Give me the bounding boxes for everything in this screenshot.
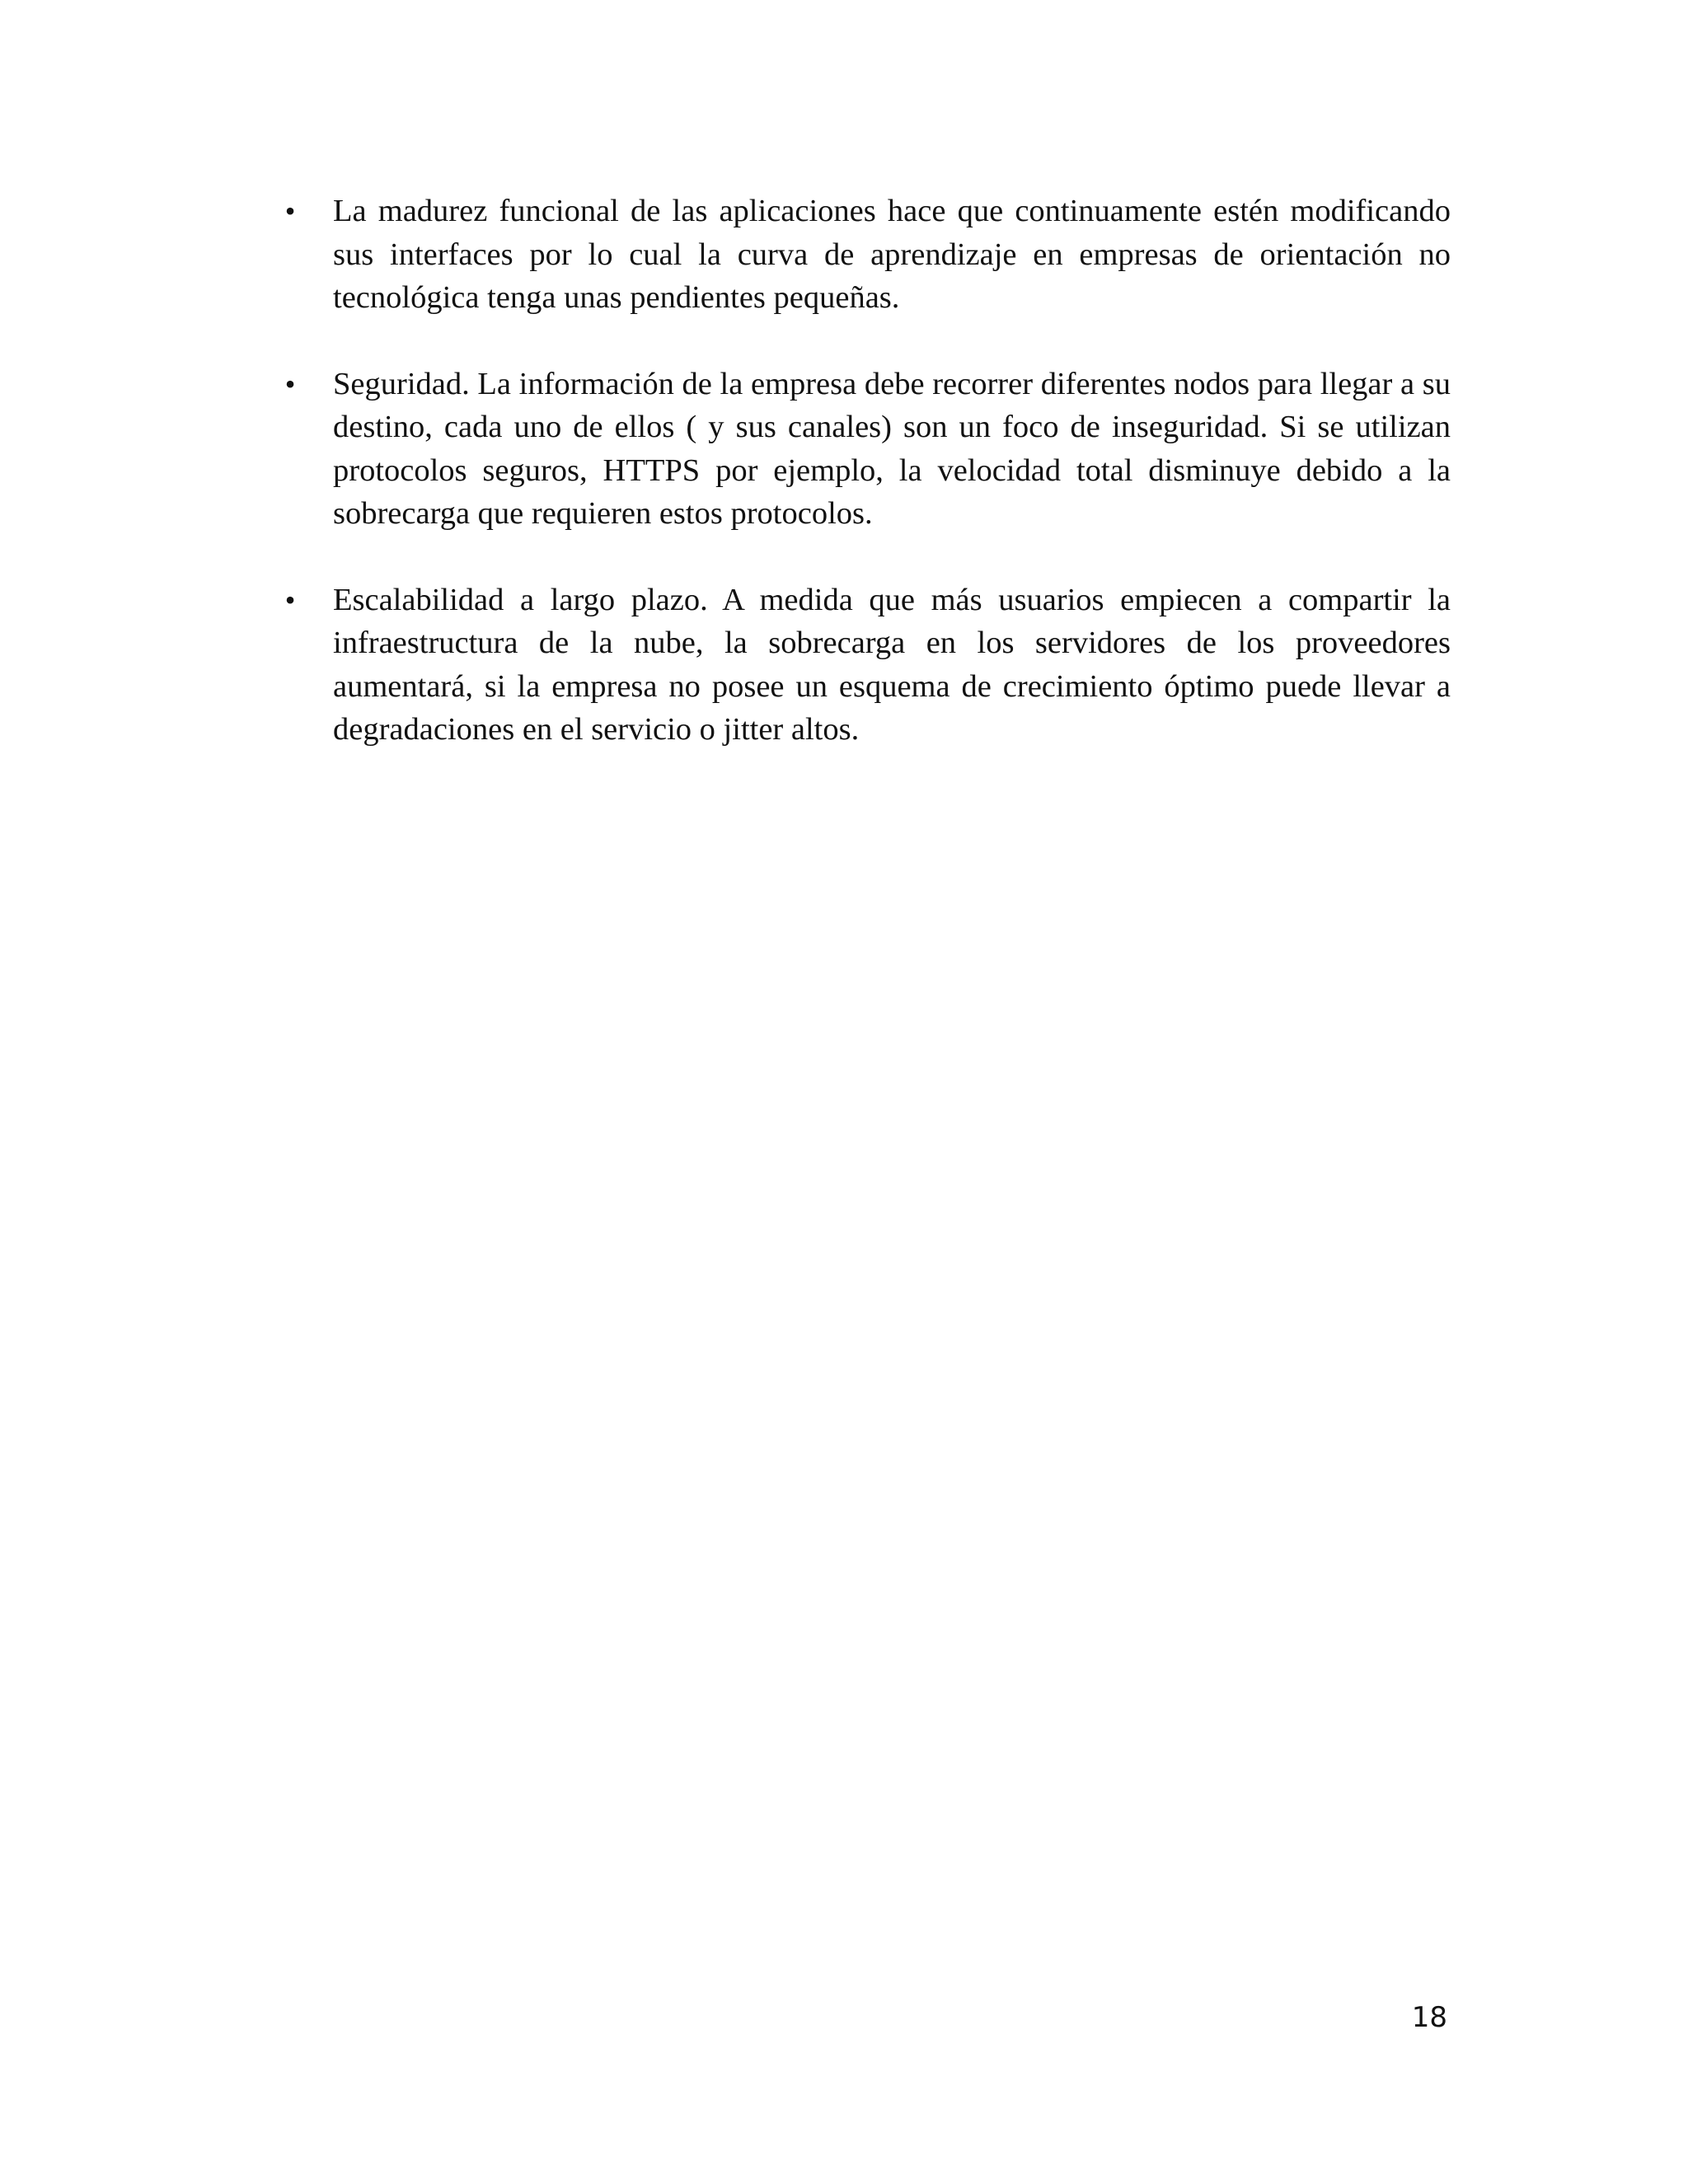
page-content	[280, 190, 1451, 794]
bullet-icon: •	[284, 367, 296, 401]
list-item	[280, 363, 1451, 536]
list-item-text: La madurez funcional de las aplicaciones hace que continuamente estén modificando sus interfaces por lo cual la curva de aprendizaje en empresas de orientación no tecnológica tenga unas pendientes pequeñas.	[333, 194, 1451, 315]
list-item-text: Seguridad. La información de la empresa debe recorrer diferentes nodos para llegar a su destino, cada uno de ellos ( y sus canales) son un foco de inseguridad. Si se utilizan protocolos seguros, HTTPS por ejemplo, la velocidad total disminuye debido a la sobrecarga que requieren estos protocolos.	[333, 366, 1451, 531]
bullet-list	[280, 190, 1451, 752]
bullet-icon: •	[284, 583, 296, 616]
list-item	[280, 190, 1451, 320]
list-item	[280, 579, 1451, 752]
page-number: 18	[1411, 2001, 1447, 2034]
list-item-text: Escalabilidad a largo plazo. A medida que más usuarios empiecen a compartir la infraestructura de la nube, la sobrecarga en los servidores de los proveedores aumentará, si la empresa no posee un esquema de crecimiento óptimo puede llevar a degradaciones en el servicio o jitter altos.	[333, 582, 1451, 747]
bullet-icon: •	[284, 194, 296, 227]
